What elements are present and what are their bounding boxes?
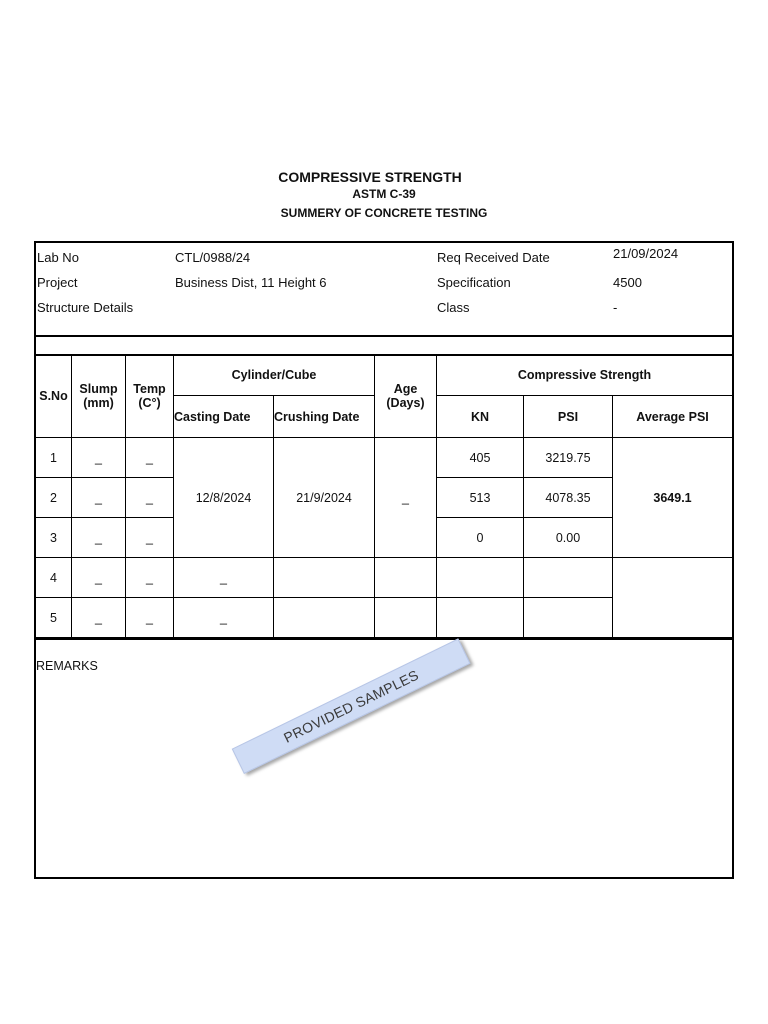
sno-cell: 4 xyxy=(36,558,72,598)
specification-label: Specification xyxy=(437,275,511,290)
kn-header: KN xyxy=(437,396,524,438)
project-label: Project xyxy=(37,275,78,290)
table-row xyxy=(36,438,733,478)
project-value: Business Dist, 11 Height 6 xyxy=(175,275,327,290)
casting-date-cell: _ xyxy=(174,558,274,598)
slump-cell: _ xyxy=(72,478,126,518)
average-psi-cell: 3649.1 xyxy=(613,438,733,558)
specification-value: 4500 xyxy=(613,275,642,290)
sno-cell: 1 xyxy=(36,438,72,478)
kn-cell: 513 xyxy=(437,478,524,518)
remarks-label: REMARKS xyxy=(36,659,98,673)
psi-cell: 3219.75 xyxy=(524,438,613,478)
age-header: Age (Days) xyxy=(375,355,437,438)
compressive-strength-header: Compressive Strength xyxy=(437,355,733,396)
stamp-text: PROVIDED SAMPLES xyxy=(281,666,422,746)
class-label: Class xyxy=(437,300,470,315)
lab-no-label: Lab No xyxy=(37,250,79,265)
lab-no-value: CTL/0988/24 xyxy=(175,250,251,265)
temp-cell: _ xyxy=(126,558,174,598)
document-subtitle: SUMMERY OF CONCRETE TESTING xyxy=(280,206,488,220)
structure-details-label: Structure Details xyxy=(37,300,134,315)
remarks-divider xyxy=(36,638,732,640)
slump-cell: _ xyxy=(72,518,126,558)
slump-cell: _ xyxy=(72,598,126,638)
sno-cell: 2 xyxy=(36,478,72,518)
sno-cell: 5 xyxy=(36,598,72,638)
temp-cell: _ xyxy=(126,438,174,478)
casting-date-header: Casting Date xyxy=(174,396,274,438)
psi-cell xyxy=(524,558,613,598)
info-divider xyxy=(36,335,732,337)
sno-header: S.No xyxy=(36,355,72,438)
kn-cell xyxy=(437,558,524,598)
document-standard: ASTM C-39 xyxy=(352,187,416,201)
strength-table xyxy=(35,354,733,638)
temp-header: Temp (C°) xyxy=(126,355,174,438)
crushing-date-cell xyxy=(274,598,375,638)
psi-cell xyxy=(524,598,613,638)
sno-cell: 3 xyxy=(36,518,72,558)
cylinder-cube-header: Cylinder/Cube xyxy=(174,355,375,396)
average-psi-header: Average PSI xyxy=(613,396,733,438)
slump-cell: _ xyxy=(72,438,126,478)
age-cell xyxy=(375,598,437,638)
temp-cell: _ xyxy=(126,478,174,518)
req-received-date-value: 21/09/2024 xyxy=(613,246,679,261)
crushing-date-cell: 21/9/2024 xyxy=(274,438,375,558)
crushing-date-cell xyxy=(274,558,375,598)
casting-date-cell: 12/8/2024 xyxy=(174,438,274,558)
age-cell: _ xyxy=(375,438,437,558)
casting-date-cell: _ xyxy=(174,598,274,638)
kn-cell: 0 xyxy=(437,518,524,558)
class-value: - xyxy=(613,300,618,315)
age-cell xyxy=(375,558,437,598)
kn-cell xyxy=(437,598,524,638)
psi-header: PSI xyxy=(524,396,613,438)
psi-cell: 0.00 xyxy=(524,518,613,558)
slump-cell: _ xyxy=(72,558,126,598)
req-received-date-label: Req Received Date xyxy=(437,250,550,265)
crushing-date-header: Crushing Date xyxy=(274,396,375,438)
average-psi-cell xyxy=(613,558,733,638)
document-title: COMPRESSIVE STRENGTH xyxy=(278,169,462,185)
temp-cell: _ xyxy=(126,598,174,638)
psi-cell: 4078.35 xyxy=(524,478,613,518)
kn-cell: 405 xyxy=(437,438,524,478)
temp-cell: _ xyxy=(126,518,174,558)
slump-header: Slump (mm) xyxy=(72,355,126,438)
table-row xyxy=(36,558,733,598)
